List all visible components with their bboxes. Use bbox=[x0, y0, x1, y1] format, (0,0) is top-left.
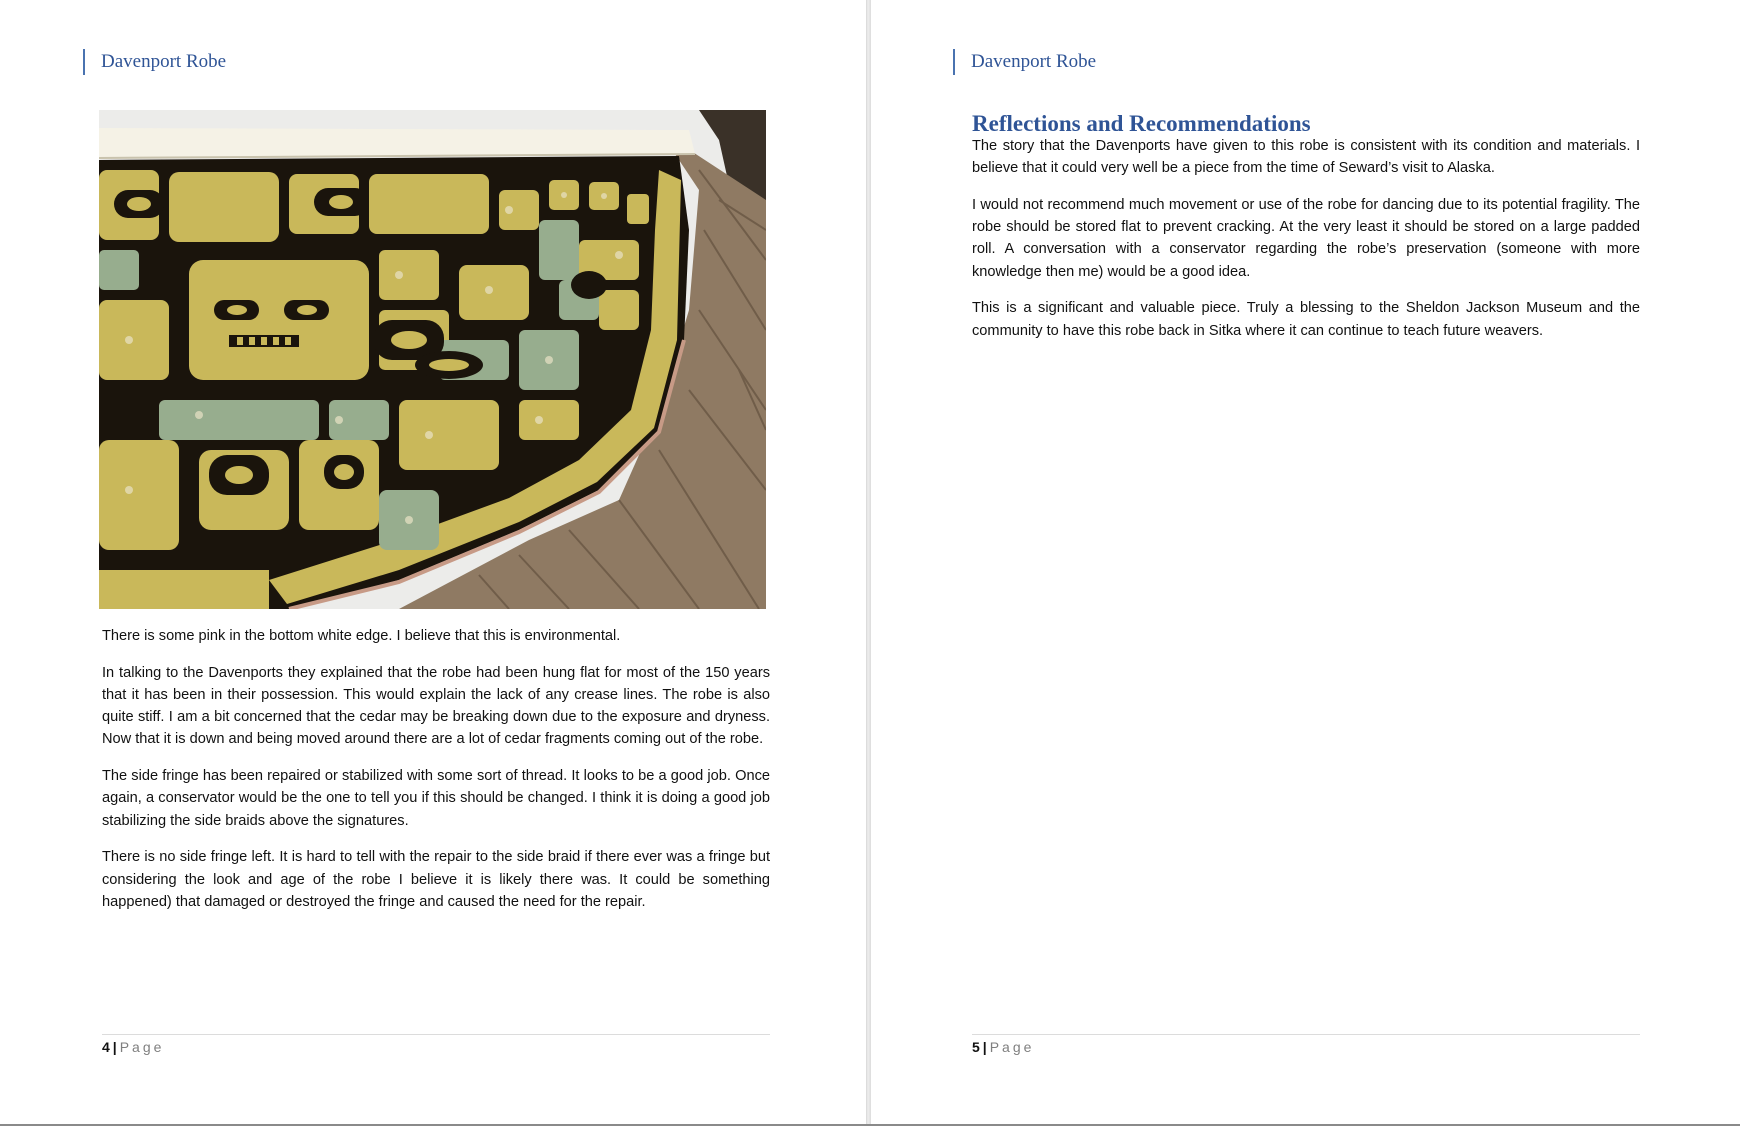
paragraph: In talking to the Davenports they explained that the robe had been hung flat for most of the 150 years that it has been in their possession. This would explain the lack of any crease lines. The robe is also quite stiff. I am a bit concerned that the cedar may be breaking down due to the exposure and dryness. Now that it is down and being moved around there are a lot of cedar fragments coming out of the robe. bbox=[102, 664, 770, 748]
page-4 bbox=[0, 0, 866, 1124]
footer-separator: | bbox=[982, 1039, 987, 1055]
page-4-body bbox=[102, 625, 770, 928]
section-title: Reflections and Recommendations bbox=[972, 111, 1311, 136]
paragraph: I would not recommend much movement or use of the robe for dancing due to its potential fragility. The robe should be stored flat to prevent cracking. At the very least it should be stored on a large padded roll. A conversation with a conservator regarding the robe’s preservation (someone with more knowledge then me) would be a good idea. bbox=[972, 197, 1640, 280]
page-footer bbox=[102, 1037, 164, 1057]
page-label: Page bbox=[989, 1039, 1035, 1055]
page-number: 5 bbox=[972, 1039, 980, 1055]
paragraph: There is some pink in the bottom white edge. I believe that this is environmental. bbox=[102, 628, 621, 644]
footer-separator: | bbox=[112, 1039, 117, 1055]
page-label: Page bbox=[119, 1039, 165, 1055]
footer-divider bbox=[102, 1034, 770, 1035]
paragraph: The side fringe has been repaired or stabilized with some sort of thread. It looks to be a good job. Once again, a conservator would be the one to tell you if this should be changed. I think it is doing a good job stabilizing the side braids above the signatures. bbox=[102, 768, 770, 829]
page-5 bbox=[871, 0, 1740, 1124]
robe-image bbox=[99, 110, 766, 609]
page-5-body bbox=[972, 111, 1640, 356]
paragraph: This is a significant and valuable piece. Truly a blessing to the Sheldon Jackson Museum and the community to have this robe back in Sitka where it can continue to teach future weavers. bbox=[972, 300, 1640, 339]
paragraph: The story that the Davenports have given to this robe is consistent with its condition and materials. I believe that it could very well be a piece from the time of Seward’s visit to Alaska. bbox=[972, 138, 1640, 177]
robe-photo bbox=[99, 110, 766, 609]
page-header: Davenport Robe bbox=[83, 49, 226, 75]
page-header: Davenport Robe bbox=[953, 49, 1096, 75]
page-number: 4 bbox=[102, 1039, 110, 1055]
page-footer bbox=[972, 1037, 1034, 1057]
footer-divider bbox=[972, 1034, 1640, 1035]
paragraph: There is no side fringe left. It is hard to tell with the repair to the side braid if there ever was a fringe but considering the look and age of the robe I believe it is likely there was. It could be something happened) that damaged or destroyed the fringe and caused the need for the repair. bbox=[102, 849, 770, 910]
